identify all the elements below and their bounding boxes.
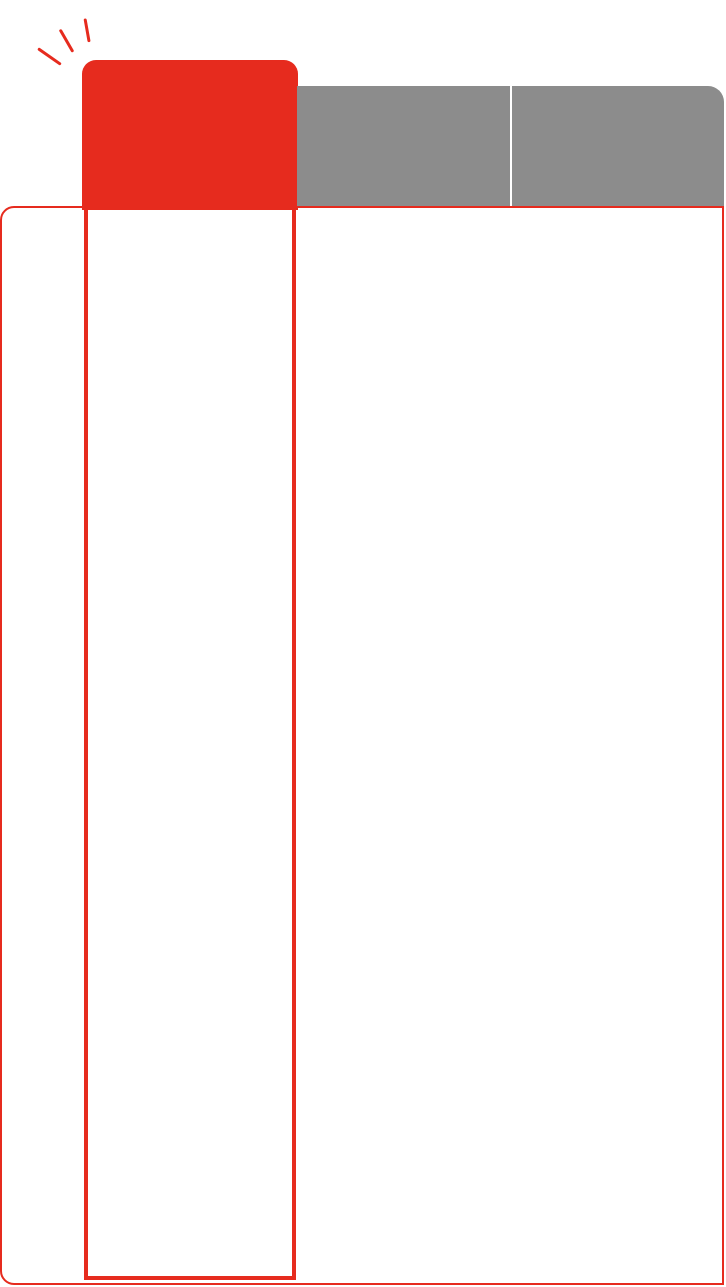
header-own-company (82, 60, 298, 210)
header-big-maker (297, 86, 510, 207)
header-outer-wall (512, 86, 724, 207)
burst-line-right (84, 18, 91, 42)
comparison-table (0, 206, 724, 1285)
burst-line-left (37, 47, 62, 66)
burst-line-middle (59, 29, 75, 53)
